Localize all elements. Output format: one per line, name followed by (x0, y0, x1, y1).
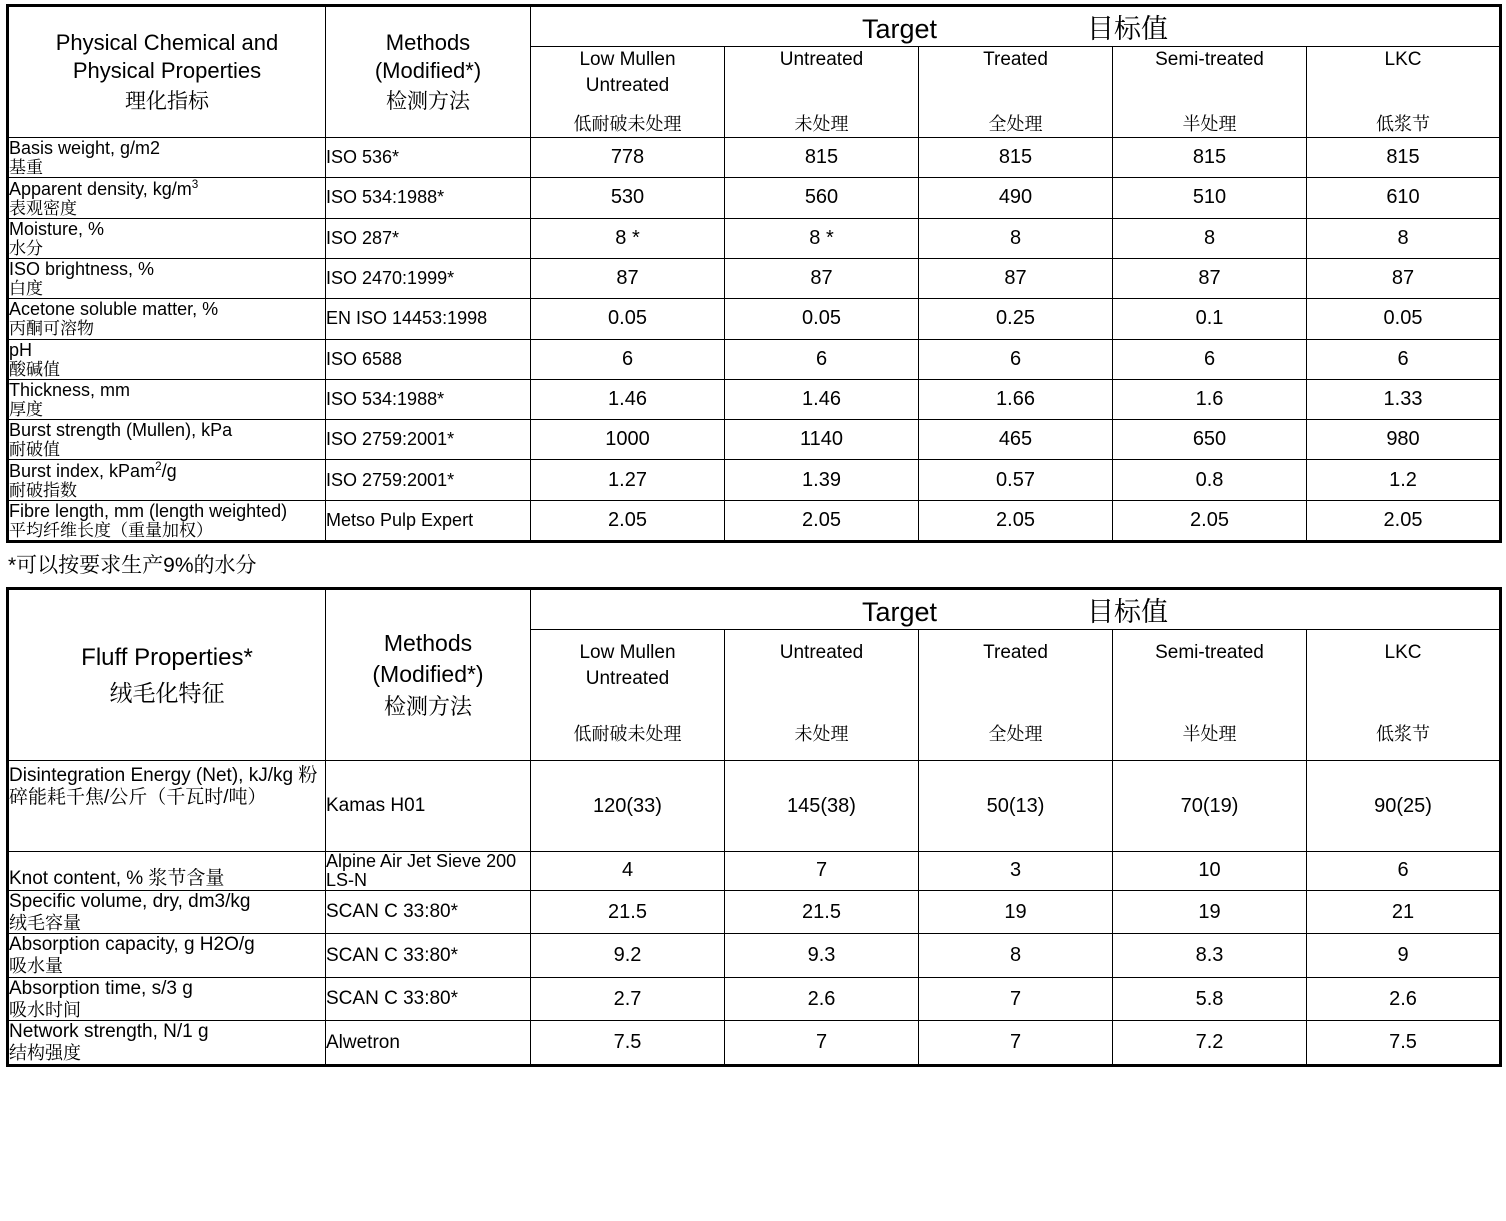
row-property-en: Basis weight, g/m2 (9, 137, 161, 158)
row-method: Alpine Air Jet Sieve 200 LS-N (326, 852, 531, 891)
table1-property-header (8, 6, 326, 138)
table1-col-header-3-en1: Semi-treated (1155, 49, 1264, 70)
row-value: 50(13) (919, 761, 1113, 852)
row-value: 8 (1307, 218, 1501, 258)
row-value: 2.05 (1307, 501, 1501, 542)
table2-header-row-target (8, 589, 1501, 630)
table2-target-header (531, 589, 1501, 630)
row-property-en: Absorption capacity, g H2O/g (9, 934, 255, 956)
row-value: 0.05 (725, 299, 919, 339)
table1-target-header-en: Target (861, 14, 938, 44)
row-value: 2.6 (725, 977, 919, 1021)
row-value: 6 (1307, 852, 1501, 891)
row-value: 0.8 (1113, 460, 1307, 501)
row-value: 5.8 (1113, 977, 1307, 1021)
table-row (8, 934, 1501, 978)
table2-property-header-zh: 绒毛化特征 (109, 679, 225, 706)
row-value: 2.05 (1113, 501, 1307, 542)
row-value: 1.66 (919, 379, 1113, 419)
row-value: 0.25 (919, 299, 1113, 339)
table1-header-row-target (8, 6, 1501, 47)
row-property-en: Moisture, % (9, 218, 105, 239)
row-value: 6 (531, 339, 725, 379)
row-method: ISO 287* (326, 218, 531, 258)
row-property (8, 177, 326, 218)
table-row (8, 259, 1501, 299)
row-property-zh: 绒毛容量 (9, 912, 81, 933)
row-value: 7 (725, 852, 919, 891)
table1-target-header (531, 6, 1501, 47)
row-property (8, 460, 326, 501)
row-method: ISO 536* (326, 137, 531, 177)
table-row (8, 419, 1501, 459)
row-value: 1.46 (725, 379, 919, 419)
row-method: ISO 2759:2001* (326, 460, 531, 501)
table1-target-header-zh: 目标值 (1087, 14, 1169, 44)
table-row (8, 218, 1501, 258)
row-value: 1.39 (725, 460, 919, 501)
row-value: 6 (1113, 339, 1307, 379)
table-row (8, 379, 1501, 419)
row-value: 1.46 (531, 379, 725, 419)
table1-method-header-en-1: Methods (385, 29, 471, 55)
row-property-zh: 吸水时间 (9, 999, 81, 1020)
row-value: 9 (1307, 934, 1501, 978)
fluff-properties-table (6, 587, 1502, 1066)
row-value: 1.27 (531, 460, 725, 501)
table1-property-header-zh: 理化指标 (125, 89, 209, 113)
row-property-en: Fibre length, mm (length weighted) (9, 501, 288, 522)
row-property (8, 890, 326, 934)
row-value: 19 (919, 890, 1113, 934)
row-property-zh: 吸水量 (9, 956, 63, 977)
row-property-en: Disintegration Energy (Net), kJ/kg 粉碎能耗千焦/公斤（千瓦时/吨） (9, 765, 318, 808)
row-value: 120(33) (531, 761, 725, 852)
table1-col-header-0-en1: Low Mullen (579, 49, 676, 70)
table-row (8, 761, 1501, 852)
table1-col-header-0-en2: Untreated (585, 74, 670, 96)
row-property-en: Burst strength (Mullen), kPa (9, 419, 233, 440)
table2-col-header-1 (725, 630, 919, 761)
row-value: 87 (919, 259, 1113, 299)
row-value: 0.57 (919, 460, 1113, 501)
row-method: ISO 534:1988* (326, 177, 531, 218)
row-method: ISO 2470:1999* (326, 259, 531, 299)
row-value: 6 (919, 339, 1113, 379)
row-value: 980 (1307, 419, 1501, 459)
row-value: 610 (1307, 177, 1501, 218)
row-value: 650 (1113, 419, 1307, 459)
row-property-zh: 耐破值 (9, 440, 60, 460)
row-value: 2.7 (531, 977, 725, 1021)
table2-method-header (326, 589, 531, 761)
row-property-en: Burst index, kPam$^2$/g (9, 460, 177, 482)
table2-col-header-4-zh: 低浆节 (1376, 723, 1430, 744)
row-value: 7.5 (531, 1021, 725, 1066)
row-method: Alwetron (326, 1021, 531, 1066)
row-value: 1.33 (1307, 379, 1501, 419)
row-value: 490 (919, 177, 1113, 218)
table2-col-header-2 (919, 630, 1113, 761)
row-property-en: Network strength, N/1 g (9, 1021, 209, 1043)
row-property-en: Thickness, mm (9, 379, 131, 400)
table1-col-header-1 (725, 47, 919, 138)
row-value: 70(19) (1113, 761, 1307, 852)
row-method: ISO 6588 (326, 339, 531, 379)
row-property-en: ISO brightness, % (9, 259, 155, 280)
row-property (8, 1021, 326, 1066)
table1-col-header-3-zh: 半处理 (1182, 114, 1237, 135)
row-value: 530 (531, 177, 725, 218)
table2-property-header-en: Fluff Properties* (81, 643, 253, 671)
row-property-zh: 丙酮可溶物 (9, 319, 94, 339)
row-value: 1000 (531, 419, 725, 459)
row-property-zh: 基重 (9, 157, 43, 177)
row-value: 1.2 (1307, 460, 1501, 501)
row-value: 9.2 (531, 934, 725, 978)
table2-col-header-3-en1: Semi-treated (1155, 642, 1264, 664)
table1-col-header-4-en1: LKC (1384, 49, 1422, 70)
row-value: 4 (531, 852, 725, 891)
table1-col-header-2 (919, 47, 1113, 138)
footnote: *可以按要求生产9%的水分 (8, 554, 257, 578)
row-property-en: Absorption time, s/3 g (9, 977, 193, 999)
table1-method-header-zh: 检测方法 (386, 89, 470, 113)
row-value: 6 (1307, 339, 1501, 379)
row-property (8, 137, 326, 177)
row-value: 87 (1113, 259, 1307, 299)
table1-col-header-1-en1: Untreated (779, 49, 864, 70)
row-property (8, 761, 326, 852)
row-property (8, 852, 326, 891)
table-row (8, 177, 1501, 218)
table2-target-header-zh: 目标值 (1087, 597, 1169, 628)
table1-col-header-0-zh: 低耐破未处理 (573, 114, 682, 135)
table1-property-header-en-2: Physical Properties (72, 58, 262, 84)
row-value: 815 (1113, 137, 1307, 177)
row-value: 815 (1307, 137, 1501, 177)
table-row (8, 299, 1501, 339)
row-value: 0.05 (1307, 299, 1501, 339)
row-value: 8 * (531, 218, 725, 258)
row-property-zh: 表观密度 (9, 198, 77, 218)
row-value: 560 (725, 177, 919, 218)
table-row (8, 137, 1501, 177)
row-method: Metso Pulp Expert (326, 501, 531, 542)
row-value: 2.05 (919, 501, 1113, 542)
table1-col-header-2-zh: 全处理 (988, 114, 1043, 135)
row-value: 21.5 (725, 890, 919, 934)
row-property-zh: 平均纤维长度（重量加权） (9, 521, 213, 541)
table2-col-header-4 (1307, 630, 1501, 761)
table2-method-header-en-1: Methods (383, 630, 473, 657)
row-method: SCAN C 33:80* (326, 977, 531, 1021)
table2-col-header-1-zh: 未处理 (794, 723, 849, 744)
row-property-zh: 厚度 (9, 399, 43, 419)
row-value: 778 (531, 137, 725, 177)
row-value: 8 (919, 218, 1113, 258)
table-row (8, 460, 1501, 501)
row-property (8, 501, 326, 542)
row-method: EN ISO 14453:1998 (326, 299, 531, 339)
table-row (8, 852, 1501, 891)
row-value: 87 (531, 259, 725, 299)
row-value: 7.2 (1113, 1021, 1307, 1066)
table2-col-header-3-zh: 半处理 (1182, 723, 1237, 744)
table-row (8, 339, 1501, 379)
row-value: 21 (1307, 890, 1501, 934)
row-value: 510 (1113, 177, 1307, 218)
row-property (8, 299, 326, 339)
table2-col-header-0-zh: 低耐破未处理 (573, 723, 682, 744)
row-property (8, 977, 326, 1021)
row-value: 8 * (725, 218, 919, 258)
row-value: 87 (1307, 259, 1501, 299)
row-property-en: Apparent density, $kg/m^3$ (9, 177, 199, 199)
table2-property-header (8, 589, 326, 761)
row-value: 815 (725, 137, 919, 177)
table1-method-header-en-2: (Modified*) (374, 58, 482, 84)
row-value: 8 (1113, 218, 1307, 258)
row-method: ISO 2759:2001* (326, 419, 531, 459)
row-value: 10 (1113, 852, 1307, 891)
table2-col-header-2-en1: Treated (983, 642, 1048, 664)
row-value: 1.6 (1113, 379, 1307, 419)
row-value: 2.05 (725, 501, 919, 542)
row-value: 21.5 (531, 890, 725, 934)
row-value: 1140 (725, 419, 919, 459)
row-value: 815 (919, 137, 1113, 177)
table-row (8, 501, 1501, 542)
table1-col-header-4 (1307, 47, 1501, 138)
row-value: 7 (725, 1021, 919, 1066)
table2-col-header-2-zh: 全处理 (988, 723, 1043, 744)
row-value: 8 (919, 934, 1113, 978)
row-property-en: Specific volume, dry, dm3/kg (9, 890, 251, 912)
table1-col-header-4-zh: 低浆节 (1376, 114, 1430, 135)
physical-properties-table (6, 4, 1502, 543)
row-property (8, 259, 326, 299)
row-value: 7.5 (1307, 1021, 1501, 1066)
row-value: 7 (919, 1021, 1113, 1066)
table2-col-header-0 (531, 630, 725, 761)
row-property-en: Acetone soluble matter, % (9, 299, 219, 320)
table2-col-header-4-en1: LKC (1384, 642, 1422, 664)
table2-col-header-0-en1: Low Mullen (579, 642, 676, 664)
row-method: Kamas H01 (326, 761, 531, 852)
row-property-zh: 结构强度 (9, 1043, 81, 1064)
table1-col-header-1-zh: 未处理 (794, 114, 849, 135)
row-property-zh: 水分 (9, 239, 43, 259)
row-property (8, 419, 326, 459)
row-value: 3 (919, 852, 1113, 891)
row-property-zh: 耐破指数 (9, 481, 77, 501)
row-method: SCAN C 33:80* (326, 890, 531, 934)
row-value: 2.05 (531, 501, 725, 542)
row-value: 7 (919, 977, 1113, 1021)
row-value: 87 (725, 259, 919, 299)
table1-method-header (326, 6, 531, 138)
row-value: 0.1 (1113, 299, 1307, 339)
row-value: 145(38) (725, 761, 919, 852)
table1-col-header-2-en1: Treated (983, 49, 1048, 70)
table2-col-header-3 (1113, 630, 1307, 761)
row-property (8, 934, 326, 978)
table1-property-header-en-1: Physical Chemical and (55, 29, 279, 55)
table-row (8, 1021, 1501, 1066)
row-value: 2.6 (1307, 977, 1501, 1021)
row-property-en: pH (9, 339, 33, 360)
row-value: 19 (1113, 890, 1307, 934)
row-method: SCAN C 33:80* (326, 934, 531, 978)
table-row (8, 890, 1501, 934)
row-value: 8.3 (1113, 934, 1307, 978)
row-method: ISO 534:1988* (326, 379, 531, 419)
row-value: 465 (919, 419, 1113, 459)
table2-col-header-1-en1: Untreated (779, 642, 864, 664)
row-property (8, 379, 326, 419)
table2-target-header-en: Target (861, 597, 938, 628)
row-property-zh: 酸碱值 (9, 359, 60, 379)
row-property (8, 218, 326, 258)
row-value: 90(25) (1307, 761, 1501, 852)
table-row (8, 977, 1501, 1021)
row-property (8, 339, 326, 379)
row-value: 9.3 (725, 934, 919, 978)
row-value: 0.05 (531, 299, 725, 339)
table2-col-header-0-en2: Untreated (585, 668, 670, 690)
table2-method-header-zh: 检测方法 (383, 694, 472, 720)
table1-col-header-0 (531, 47, 725, 138)
row-property-zh: 白度 (9, 279, 43, 299)
table2-method-header-en-2: (Modified*) (372, 661, 484, 688)
row-value: 6 (725, 339, 919, 379)
row-property-en: Knot content, % 浆节含量 (9, 867, 225, 889)
table1-col-header-3 (1113, 47, 1307, 138)
